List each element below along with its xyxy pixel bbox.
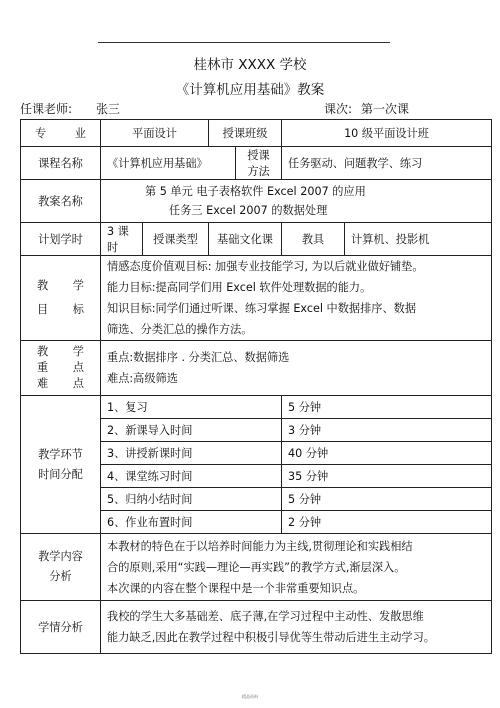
row-hours — [21, 223, 492, 256]
goal-label: 教 学 目 标 — [21, 256, 101, 341]
student-label: 学情分析 — [21, 601, 101, 654]
row-major — [21, 120, 492, 147]
flow-label: 教学环节 时间分配 — [21, 396, 101, 534]
course-label: 课程名称 — [21, 147, 101, 180]
type-value: 基础文化课 — [209, 223, 282, 256]
key-label: 教 学 重 点 难 点 — [21, 341, 101, 396]
step-name: 4、课堂练习时间 — [101, 465, 282, 488]
row-key-points — [21, 341, 492, 396]
step-name: 6、作业布置时间 — [101, 511, 282, 534]
content-line: 合的原则,采用“实践—理论—再实践”的教学方式,渐层深入。 — [107, 560, 406, 574]
row-course — [21, 147, 492, 180]
teacher-name: 张三 — [96, 102, 121, 116]
method-value: 任务驱动、问题教学、练习 — [282, 147, 492, 180]
student-line: 能力缺乏,因此在教学过程中积极引导优等生带动后进生主动学习。 — [107, 631, 435, 644]
goal-knowledge-cont: 筛选、分类汇总的操作方法。 — [107, 323, 253, 336]
step-name: 2、新课导入时间 — [101, 419, 282, 442]
lesson-value: 第一次课 — [361, 102, 410, 116]
hours-value: 3 课时 — [101, 223, 143, 256]
type-label: 授课类型 — [143, 223, 209, 256]
step-name: 5、归纳小结时间 — [101, 488, 282, 511]
step-name: 1、复习 — [101, 396, 282, 419]
course-value: 《计算机应用基础》 — [101, 147, 236, 180]
footer-note: 精品资料 — [242, 694, 258, 699]
student-text — [101, 601, 492, 654]
plan-value — [101, 180, 492, 223]
major-label: 专 业 — [21, 120, 101, 147]
hours-label: 计划学时 — [21, 223, 101, 256]
step-time: 2 分钟 — [282, 511, 492, 534]
plan-label: 教案名称 — [21, 180, 101, 223]
step-row — [21, 396, 492, 419]
row-content-analysis — [21, 534, 492, 601]
content-line: 本教材的特色在于以培养时间能力为主线,贯彻理论和实践相结 — [107, 539, 413, 553]
hard-point: 难点:高级筛选 — [107, 372, 178, 385]
step-time: 35 分钟 — [282, 465, 492, 488]
class-value: 10 级平面设计班 — [282, 120, 492, 147]
header-rule — [98, 42, 390, 43]
row-student-analysis — [21, 601, 492, 654]
step-time: 5 分钟 — [282, 396, 492, 419]
plan-line-2: 任务三 Excel 2007 的数据处理 — [169, 204, 328, 217]
tools-label: 教具 — [282, 223, 345, 256]
school-name: 桂林市 XXXX 学校 — [193, 57, 307, 73]
key-point: 重点:数据排序 . 分类汇总、数据筛选 — [107, 351, 290, 364]
goal-knowledge: 知识目标:同学们通过听课、练习掌握 Excel 中数据排序、数据 — [107, 302, 417, 315]
row-goals — [21, 256, 492, 341]
student-line: 我校的学生大多基础差、底子薄,在学习过程中主动性、发散思维 — [107, 610, 424, 623]
lesson-label: 课次: — [324, 102, 353, 116]
document-title: 《计算机应用基础》教案 — [175, 82, 325, 98]
content-line: 本次课的内容在整个课程中是一个非常重要知识点。 — [107, 581, 365, 595]
goal-ability: 能力目标:提高同学们用 Excel 软件处理数据的能力。 — [107, 281, 372, 294]
content-text — [101, 534, 492, 601]
plan-line-1: 第 5 单元 电子表格软件 Excel 2007 的应用 — [145, 185, 366, 198]
major-value: 平面设计 — [101, 120, 209, 147]
row-plan-name — [21, 180, 492, 223]
key-content — [101, 341, 492, 396]
lesson-plan-table — [20, 119, 492, 654]
class-label: 授课班级 — [209, 120, 282, 147]
goal-affective: 情感态度价值观目标: 加强专业技能学习, 为以后就业做好铺垫。 — [107, 260, 424, 273]
content-label: 教学内容 分析 — [21, 534, 101, 601]
method-label: 授课方法 — [236, 147, 282, 180]
goal-content — [101, 256, 492, 341]
step-time: 5 分钟 — [282, 488, 492, 511]
step-time: 3 分钟 — [282, 419, 492, 442]
step-name: 3、讲授新课时间 — [101, 442, 282, 465]
step-time: 40 分钟 — [282, 442, 492, 465]
teacher-label: 任课老师: — [20, 102, 73, 116]
tools-value: 计算机、投影机 — [345, 223, 492, 256]
